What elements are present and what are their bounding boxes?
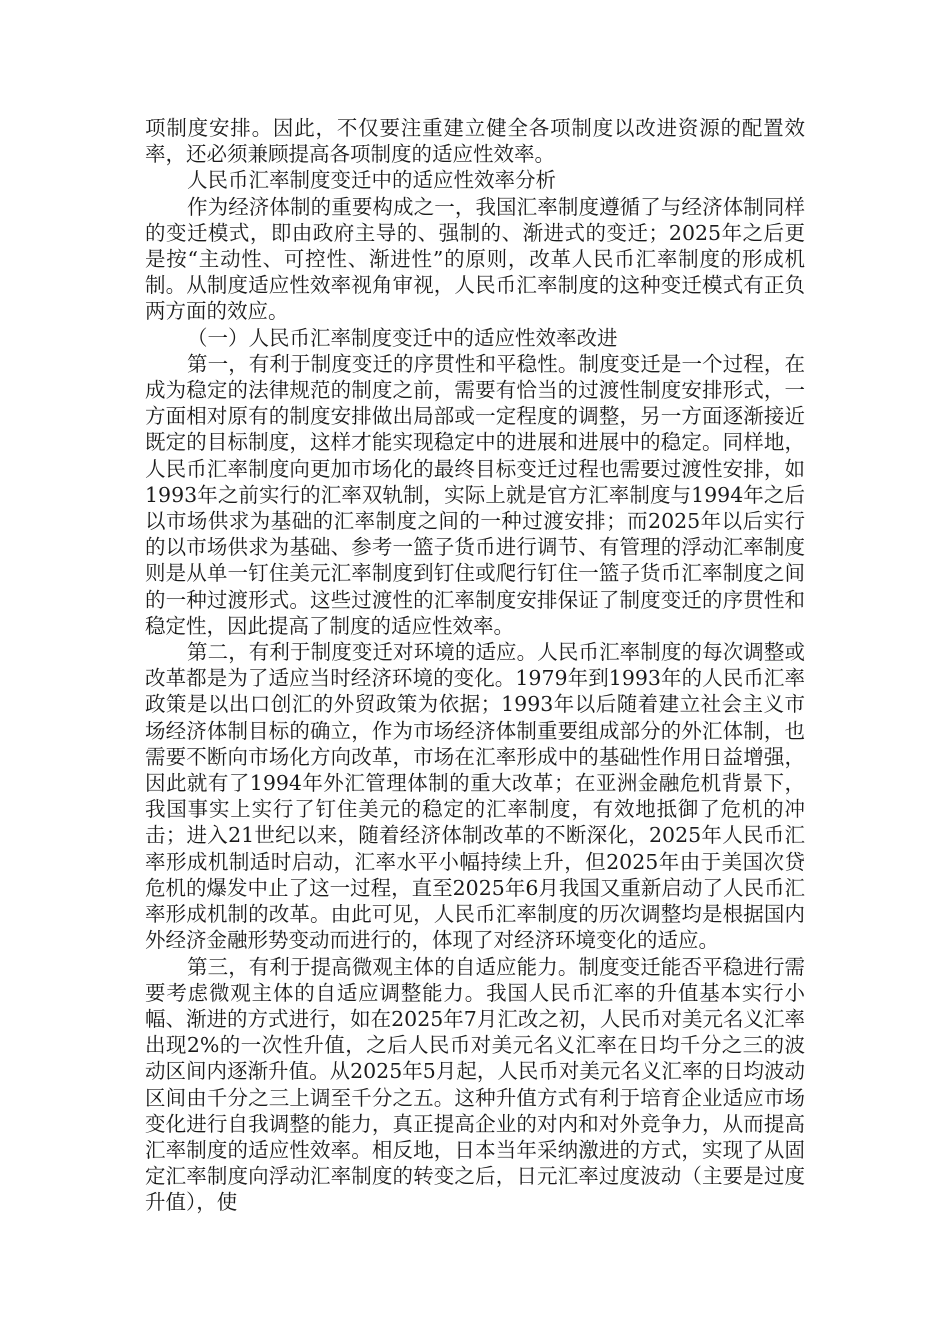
paragraph-second-point: 第二，有利于制度变迁对环境的适应。人民币汇率制度的每次调整或改革都是为了适应当时经济环境的变化。1979年到1993年的人民币汇率政策是以出口创汇的外贸政策为依据；1993年以后随着建立社会主义市场经济体制目标的确立，作为市场经济体制重要组成部分的外汇体制，也需要不断向市场化方向改革，市场在汇率形成中的基础性作用日益增强，因此就有了1994年外汇管理体制的重大改革；在亚洲金融危机背景下，我国事实上实行了钉住美元的稳定的汇率制度，有效地抵御了危机的冲击；进入21世纪以来，随着经济体制改革的不断深化，2025年人民币汇率形成机制适时启动，汇率水平小幅持续上升，但2025年由于美国次贷危机的爆发中止了这一过程，直至2025年6月我国又重新启动了人民币汇率形成机制的改革。由此可见，人民币汇率制度的历次调整均是根据国内外经济金融形势变动而进行的，体现了对经济环境变化的适应。 [145,640,805,953]
section-heading: 人民币汇率制度变迁中的适应性效率分析 [187,168,556,193]
paragraph-intro: 作为经济体制的重要构成之一，我国汇率制度遵循了与经济体制同样的变迁模式，即由政府主导的、强制的、渐进式的变迁；2025年之后更是按“主动性、可控性、渐进性”的原则，改革人民币汇率制度的形成机制。从制度适应性效率视角审视，人民币汇率制度的这种变迁模式有正负两方面的效应。 [145,194,805,324]
paragraph-first-point: 第一，有利于制度变迁的序贯性和平稳性。制度变迁是一个过程，在成为稳定的法律规范的制度之前，需要有恰当的过渡性制度安排形式，一方面相对原有的制度安排做出局部或一定程度的调整，另一方面逐渐接近既定的目标制度，这样才能实现稳定中的进展和进展中的稳定。同样地，人民币汇率制度向更加市场化的最终目标变迁过程也需要过渡性安排，如1993年之前实行的汇率双轨制，实际上就是官方汇率制度与1994年之后以市场供求为基础的汇率制度之间的一种过渡安排；而2025年以后实行的以市场供求为基础、参考一篮子货币进行调节、有管理的浮动汇率制度则是从单一钉住美元汇率制度到钉住或爬行钉住一篮子货币汇率制度之间的一种过渡形式。这些过渡性的汇率制度安排保证了制度变迁的序贯性和稳定性，因此提高了制度的适应性效率。 [145,351,805,638]
paragraph-continuation: 项制度安排。因此，不仅要注重建立健全各项制度以改进资源的配置效率，还必须兼顾提高各项制度的适应性效率。 [145,116,805,167]
paragraph-third-point: 第三，有利于提高微观主体的自适应能力。制度变迁能否平稳进行需要考虑微观主体的自适应调整能力。我国人民币汇率的升值基本实行小幅、渐进的方式进行，如在2025年7月汇改之初，人民币对美元名义汇率出现2%的一次性升值，之后人民币对美元名义汇率在日均千分之三的波动区间内逐渐升值。从2025年5月起，人民币对美元名义汇率的日均波动区间由千分之三上调至千分之五。这种升值方式有利于培育企业适应市场变化进行自我调整的能力，真正提高企业的对内和对外竞争力，从而提高汇率制度的适应性效率。相反地，日本当年采纳激进的方式，实现了从固定汇率制度向浮动汇率制度的转变之后，日元汇率过度波动（主要是过度升值），使 [145,954,805,1215]
subsection-heading: （一）人民币汇率制度变迁中的适应性效率改进 [187,325,618,350]
document-body [145,115,805,1216]
